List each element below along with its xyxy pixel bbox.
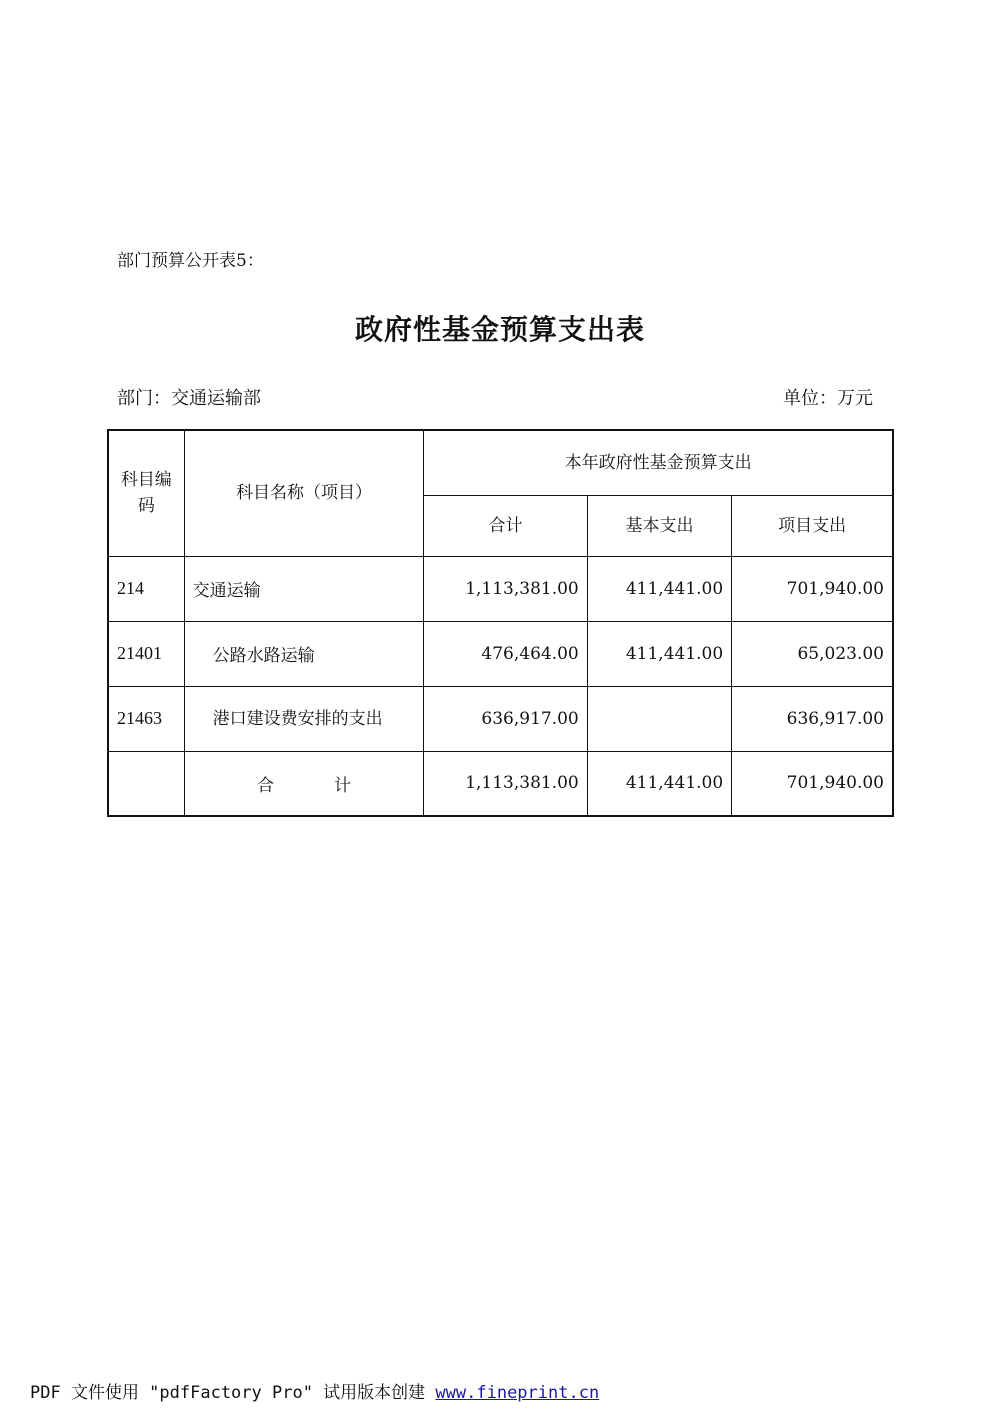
- row-basic: 411,441.00: [587, 621, 731, 686]
- row-code: 21463: [108, 686, 184, 751]
- row-code: 21401: [108, 621, 184, 686]
- header-group: 本年政府性基金预算支出: [424, 430, 893, 495]
- header-project: 项目支出: [732, 495, 893, 556]
- footer-text: PDF 文件使用 "pdfFactory Pro" 试用版本创建: [30, 1383, 426, 1403]
- sum-total: 1,113,381.00: [424, 751, 587, 816]
- row-total: 476,464.00: [424, 621, 587, 686]
- table-row: [108, 621, 893, 686]
- table-row: [108, 556, 893, 621]
- row-project: 65,023.00: [732, 621, 893, 686]
- row-basic: 411,441.00: [587, 556, 731, 621]
- header-code: 科目编码: [108, 430, 184, 556]
- row-basic: [587, 686, 731, 751]
- form-label: 部门预算公开表5：: [117, 251, 264, 271]
- header-name: 科目名称（项目）: [184, 430, 424, 556]
- unit-label: 单位：万元: [783, 388, 873, 409]
- footer-note: [30, 1378, 599, 1403]
- sum-code: [108, 751, 184, 816]
- sum-basic: 411,441.00: [587, 751, 731, 816]
- header-total: 合计: [424, 495, 587, 556]
- row-project: 636,917.00: [732, 686, 893, 751]
- header-basic: 基本支出: [587, 495, 731, 556]
- row-total: 636,917.00: [424, 686, 587, 751]
- sum-row: [108, 751, 893, 816]
- row-name: 公路水路运输: [184, 621, 424, 686]
- row-code: 214: [108, 556, 184, 621]
- sum-label: [184, 751, 424, 816]
- row-project: 701,940.00: [732, 556, 893, 621]
- department-label: 部门：交通运输部: [117, 388, 261, 409]
- row-total: 1,113,381.00: [424, 556, 587, 621]
- sum-project: 701,940.00: [732, 751, 893, 816]
- budget-table: [107, 429, 894, 817]
- row-name: 交通运输: [184, 556, 424, 621]
- sum-label-b: 计: [333, 775, 351, 796]
- row-name: 港口建设费安排的支出: [184, 686, 424, 751]
- footer-link[interactable]: www.fineprint.cn: [435, 1383, 600, 1403]
- page-title: 政府性基金预算支出表: [354, 313, 645, 346]
- table-row: [108, 686, 893, 751]
- sum-label-a: 合: [256, 775, 274, 796]
